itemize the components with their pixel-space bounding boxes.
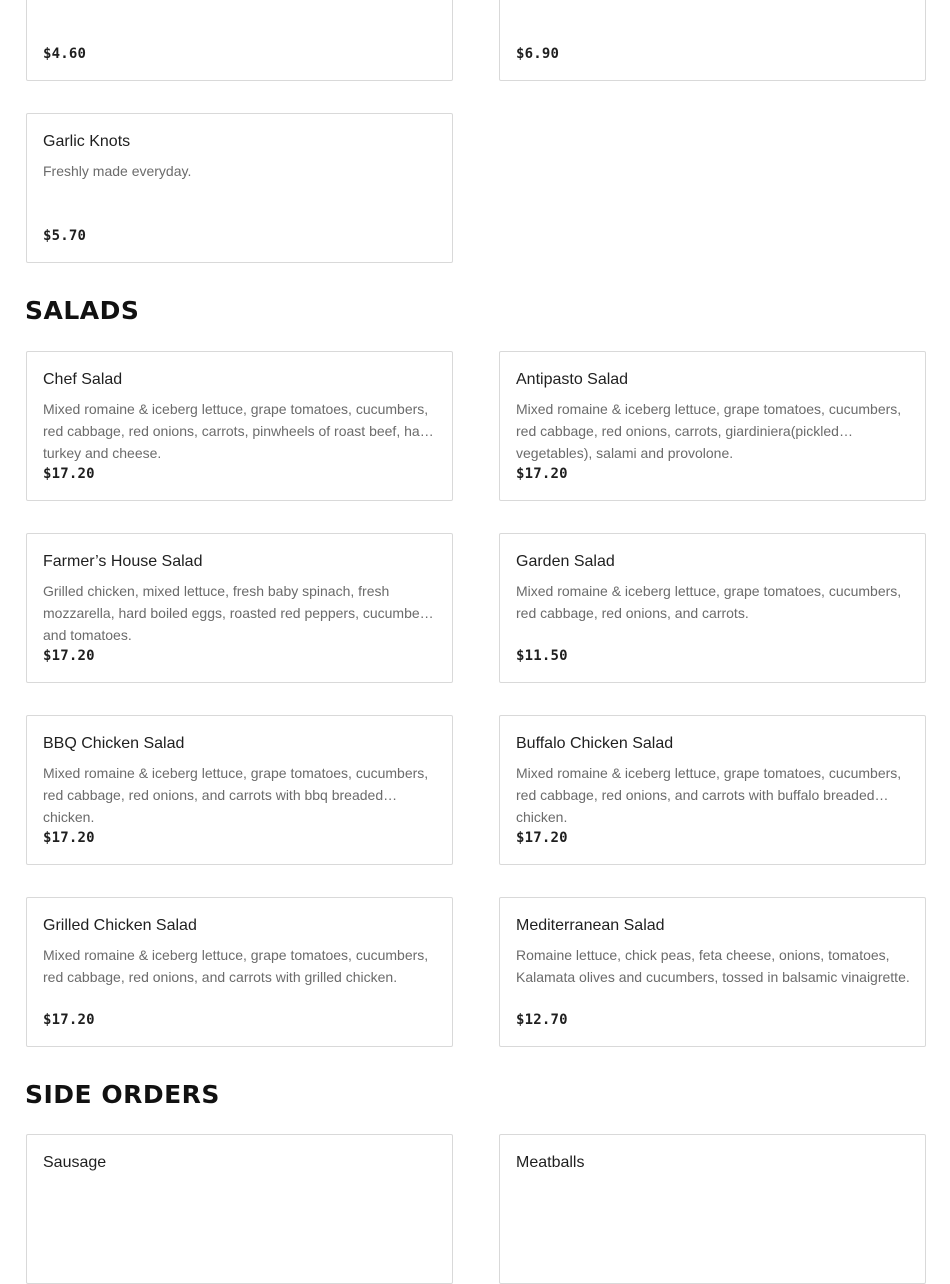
menu-item-price: $17.20 [516,830,568,846]
section-heading-salads: SALADS [25,296,140,325]
menu-item-name: Meatballs [516,1154,585,1171]
menu-item-price: $17.20 [43,466,95,482]
menu-item-price: $17.20 [43,1012,95,1028]
menu-item-card[interactable] [26,351,453,501]
menu-item-card[interactable] [26,1134,453,1284]
menu-item-price: $17.20 [516,466,568,482]
menu-item-card-garlic-knots[interactable] [26,113,453,263]
menu-item-name: Chef Salad [43,371,123,388]
menu-item-name: Garlic Knots [43,133,131,150]
menu-item-price: $17.20 [43,648,95,664]
menu-item-description: Freshly made everyday. [43,163,192,179]
menu-item-name: Mediterranean Salad [516,917,665,934]
menu-item-card[interactable] [499,1134,926,1284]
menu-item-price: $11.50 [516,648,568,664]
menu-item-card[interactable] [26,0,453,81]
menu-item-card[interactable] [499,715,926,865]
menu-item-description: Mixed romaine & iceberg lettuce, grape tomatoes, cucumbers, red cabbage, red onions, and carrots. [516,583,902,621]
menu-item-card[interactable] [499,533,926,683]
menu-item-name: Antipasto Salad [516,371,629,388]
menu-item-name: Grilled Chicken Salad [43,917,197,934]
menu-item-name: Farmer’s House Salad [43,553,203,570]
menu-item-name: Garden Salad [516,553,615,570]
menu-item-description: Mixed romaine & iceberg lettuce, grape tomatoes, cucumbers, red cabbage, red onions, carrots, pinwheels of roast beef, ham, turkey and cheese. [43,401,436,461]
menu-item-description: Romaine lettuce, chick peas, feta cheese, onions, tomatoes, Kalamata olives and cucumbers, tossed in balsamic vinaigrette. [516,947,910,985]
menu-item-description: Mixed romaine & iceberg lettuce, grape tomatoes, cucumbers, red cabbage, red onions, and carrots with grilled chicken. [43,947,429,985]
menu-item-price: $12.70 [516,1012,568,1028]
menu-item-name: Sausage [43,1154,107,1171]
menu-item-card[interactable] [499,0,926,81]
menu-item-price: $17.20 [43,830,95,846]
menu-item-price: $6.90 [516,46,560,62]
menu-item-card[interactable] [26,715,453,865]
menu-item-price: $5.70 [43,228,87,244]
menu-item-card[interactable] [26,897,453,1047]
menu-item-description: Mixed romaine & iceberg lettuce, grape tomatoes, cucumbers, red cabbage, red onions, and carrots with bbq breaded chicken. [43,765,429,825]
menu-item-description: Mixed romaine & iceberg lettuce, grape tomatoes, cucumbers, red cabbage, red onions, and carrots with buffalo breaded chicken. [516,765,902,825]
menu-item-card[interactable] [26,533,453,683]
section-heading-side-orders: SIDE ORDERS [25,1080,220,1109]
menu-item-description: Mixed romaine & iceberg lettuce, grape tomatoes, cucumbers, red cabbage, red onions, carrots, giardiniera(pickled vegetables), salami and provolone. [516,401,902,461]
menu-item-card[interactable] [499,351,926,501]
menu-item-name: Buffalo Chicken Salad [516,735,674,752]
menu-item-card[interactable] [499,897,926,1047]
menu-item-name: BBQ Chicken Salad [43,735,185,752]
menu-item-description: Grilled chicken, mixed lettuce, fresh baby spinach, fresh mozzarella, hard boiled eggs, roasted red peppers, cucumbers and tomatoes. [43,583,432,643]
menu-item-price: $4.60 [43,46,87,62]
